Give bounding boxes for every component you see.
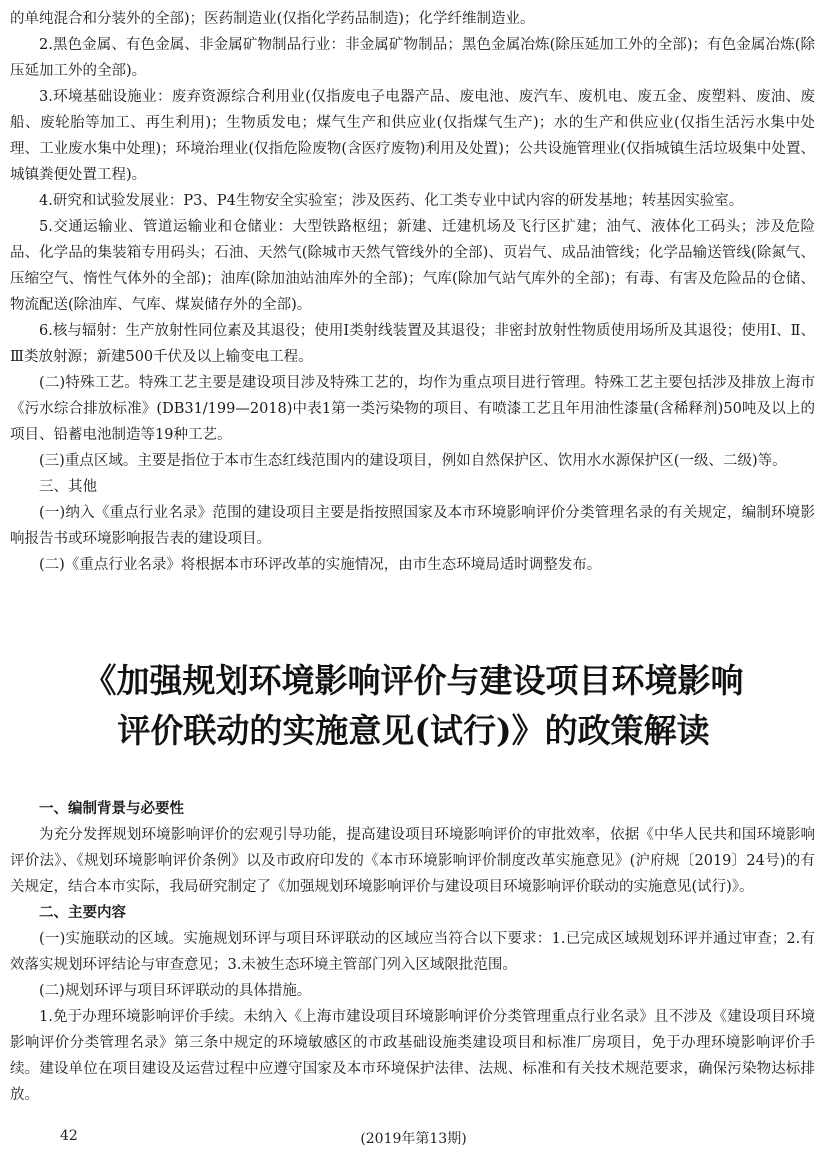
article-title-line-1: 《加强规划环境影响评价与建设项目环境影响 [83, 661, 744, 700]
paragraph: (一)实施联动的区域。实施规划环评与项目环评联动的区域应当符合以下要求：1.已完成区域规划环评并通过审查；2.有效落实规划环评结论与审查意见；3.未被生态环境主管部门列入区域限批范围。 [10, 931, 815, 973]
article-title-line-2: 评价联动的实施意见(试行)》的政策解读 [117, 711, 710, 750]
paragraph: 为充分发挥规划环境影响评价的宏观引导功能，提高建设项目环境影响评价的审批效率，依据《中华人民共和国环境影响评价法》、《规划环境影响评价条例》以及市政府印发的《本市环境影响评价制度改革实施意见》(沪府规〔2019〕24号)的有关规定，结合本市实际，我局研究制定了《加强规划环境影响评价与建设项目环境影响评价联动的实施意见(试行)》。 [10, 827, 815, 895]
paragraph: (三)重点区域。主要是指位于本市生态红线范围内的建设项目，例如自然保护区、饮用水水源保护区(一级、二级)等。 [39, 453, 787, 469]
paragraph: 3.环境基础设施业：废弃资源综合利用业(仅指废电子电器产品、废电池、废汽车、废机电、废五金、废塑料、废油、废船、废轮胎等加工、再生利用)；生物质发电；煤气生产和供应业(仅指煤气生产)；水的生产和供应业(仅指生活污水集中处理、工业废水集中处理)；环境治理业(仅指危险废物(含医疗废物)利用及处置)；公共设施管理业(仅指城镇生活垃圾集中处置、城镇粪便处置工程)。 [10, 89, 815, 183]
paragraph: 1.免于办理环境影响评价手续。未纳入《上海市建设项目环境影响评价分类管理重点行业名录》且不涉及《建设项目环境影响评价分类管理名录》第三条中规定的环境敏感区的市政基础设施类建设项目和标准厂房项目，免于办理环境影响评价手续。建设单位在项目建设及运营过程中应遵守国家及本市环境保护法律、法规、标准和有关技术规范要求，确保污染物达标排放。 [10, 1009, 815, 1103]
section-heading: 二、主要内容 [39, 905, 126, 921]
policy-list-continuation [10, 6, 815, 578]
paragraph: 的单纯混合和分装外的全部)；医药制造业(仅指化学药品制造)；化学纤维制造业。 [10, 11, 535, 27]
paragraph: (二)规划环评与项目环评联动的具体措施。 [39, 983, 312, 999]
paragraph: 4.研究和试验发展业：P3、P4生物安全实验室；涉及医药、化工类专业中试内容的研发基地；转基因实验室。 [39, 193, 744, 209]
paragraph: (二)特殊工艺。特殊工艺主要是建设项目涉及特殊工艺的，均作为重点项目进行管理。特殊工艺主要包括涉及排放上海市《污水综合排放标准》(DB31/199—2018)中表1第一类污染物的项目、有喷漆工艺且年用油性漆量(含稀释剂)50吨及以上的项目、铅蓄电池制造等19种工艺。 [10, 375, 815, 443]
issue-label: (2019年第13期) [360, 1131, 467, 1147]
paragraph: 6.核与辐射：生产放射性同位素及其退役；使用Ⅰ类射线装置及其退役；非密封放射性物质使用场所及其退役；使用Ⅰ、Ⅱ、Ⅲ类放射源；新建500千伏及以上输变电工程。 [10, 323, 815, 365]
paragraph: 5.交通运输业、管道运输业和仓储业：大型铁路枢纽；新建、迁建机场及飞行区扩建；油气、液体化工码头；涉及危险品、化学品的集装箱专用码头；石油、天然气(除城市天然气管线外的全部)、页岩气、成品油管线；化学品输送管线(除氮气、压缩空气、惰性气体外的全部)；油库(除加油站油库外的全部)；气库(除加气站气库外的全部)；有毒、有害及危险品的仓储、物流配送(除油库、气库、煤炭储存外的全部)。 [10, 219, 815, 313]
section-heading: 三、其他 [39, 479, 97, 495]
article-body [10, 796, 815, 1108]
paragraph: (一)纳入《重点行业名录》范围的建设项目主要是指按照国家及本市环境影响评价分类管理名录的有关规定，编制环境影响报告书或环境影响报告表的建设项目。 [10, 505, 815, 547]
article-title [0, 656, 827, 756]
paragraph: (二)《重点行业名录》将根据本市环评改革的实施情况，由市生态环境局适时调整发布。 [39, 557, 602, 573]
section-heading: 一、编制背景与必要性 [39, 801, 184, 817]
paragraph: 2.黑色金属、有色金属、非金属矿物制品行业：非金属矿物制品；黑色金属冶炼(除压延加工外的全部)；有色金属冶炼(除压延加工外的全部)。 [10, 37, 815, 79]
page-number: 42 [60, 1128, 78, 1144]
page-footer [0, 1128, 827, 1152]
